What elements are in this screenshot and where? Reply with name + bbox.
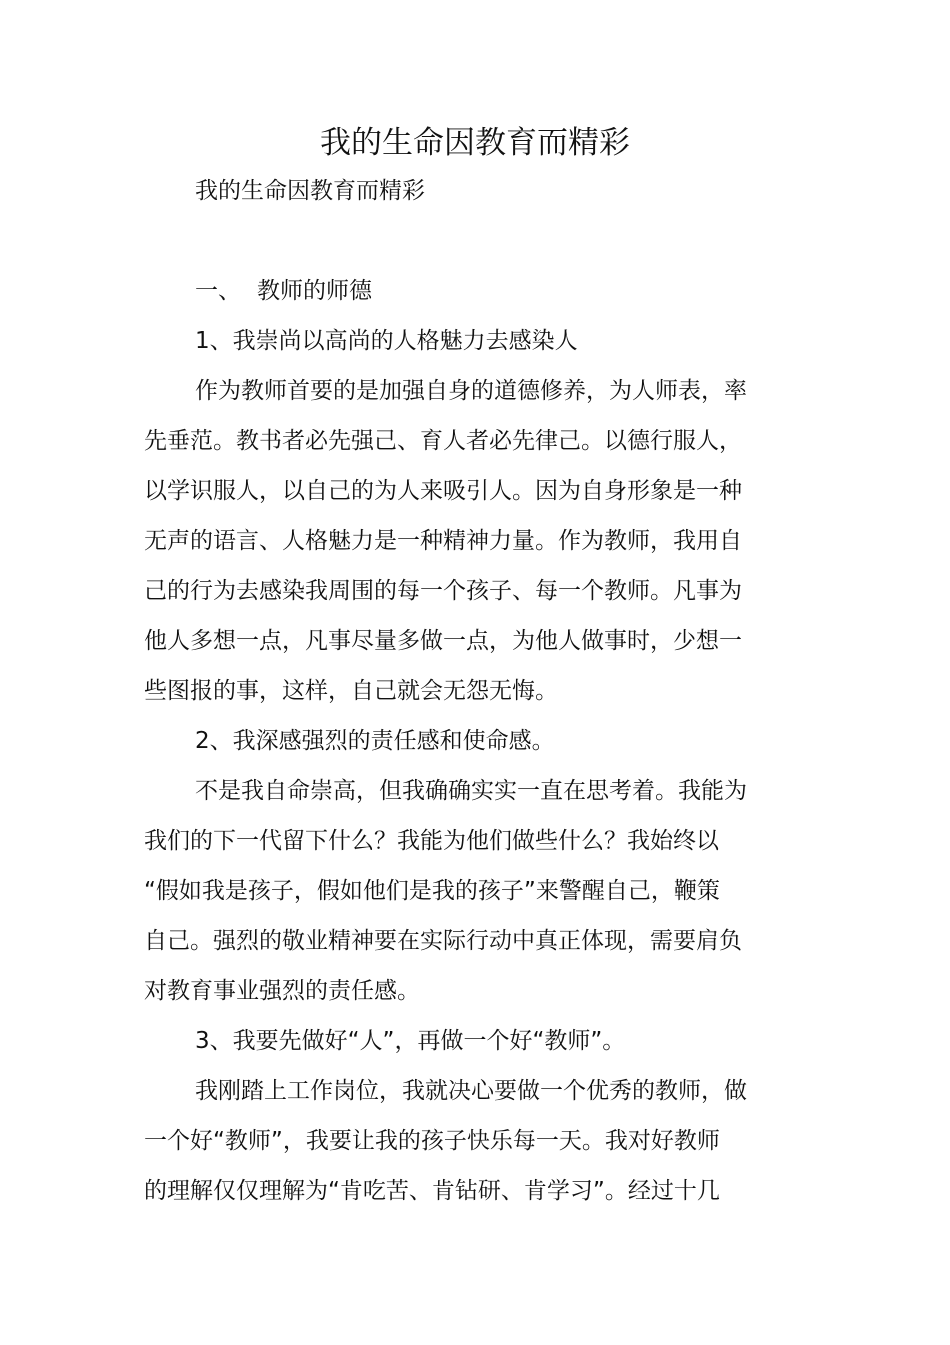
paragraph-line: 对教育事业强烈的责任感。 bbox=[144, 978, 420, 1004]
paragraph-line: 以学识服人，以自己的为人来吸引人。因为自身形象是一种 bbox=[144, 478, 742, 504]
paragraph-line: 我们的下一代留下什么？我能为他们做些什么？我始终以 bbox=[144, 828, 719, 854]
paragraph-line: 些图报的事，这样，自己就会无怨无悔。 bbox=[144, 678, 558, 704]
document-title: 我的生命因教育而精彩 bbox=[320, 125, 630, 161]
subheading-3: 3、我要先做好“人”，再做一个好“教师”。 bbox=[195, 1028, 626, 1054]
subheading-1: 1、我崇尚以高尚的人格魅力去感染人 bbox=[195, 328, 578, 354]
subheading-2: 2、我深感强烈的责任感和使命感。 bbox=[195, 728, 555, 754]
paragraph-line: 一个好“教师”，我要让我的孩子快乐每一天。我对好教师 bbox=[144, 1128, 720, 1154]
document-subtitle: 我的生命因教育而精彩 bbox=[195, 178, 425, 204]
paragraph-line: 的理解仅仅理解为“肯吃苦、肯钻研、肯学习”。经过十几 bbox=[144, 1178, 720, 1204]
paragraph-line: “假如我是孩子，假如他们是我的孩子”来警醒自己，鞭策 bbox=[144, 878, 720, 904]
section-heading bbox=[195, 274, 815, 308]
paragraph-line: 我刚踏上工作岗位，我就决心要做一个优秀的教师，做 bbox=[195, 1078, 747, 1104]
paragraph-line: 不是我自命崇高，但我确确实实一直在思考着。我能为 bbox=[195, 778, 747, 804]
paragraph-line: 作为教师首要的是加强自身的道德修养，为人师表，率 bbox=[195, 378, 747, 404]
paragraph-line: 无声的语言、人格魅力是一种精神力量。作为教师，我用自 bbox=[144, 528, 742, 554]
section-number: 一、 bbox=[195, 278, 241, 304]
section-title: 教师的师德 bbox=[257, 278, 372, 304]
paragraph-line: 自己。强烈的敬业精神要在实际行动中真正体现，需要肩负 bbox=[144, 928, 742, 954]
paragraph-line: 己的行为去感染我周围的每一个孩子、每一个教师。凡事为 bbox=[144, 578, 742, 604]
paragraph-line: 他人多想一点，凡事尽量多做一点，为他人做事时，少想一 bbox=[144, 628, 742, 654]
paragraph-line: 先垂范。教书者必先强己、育人者必先律己。以德行服人， bbox=[144, 428, 742, 454]
